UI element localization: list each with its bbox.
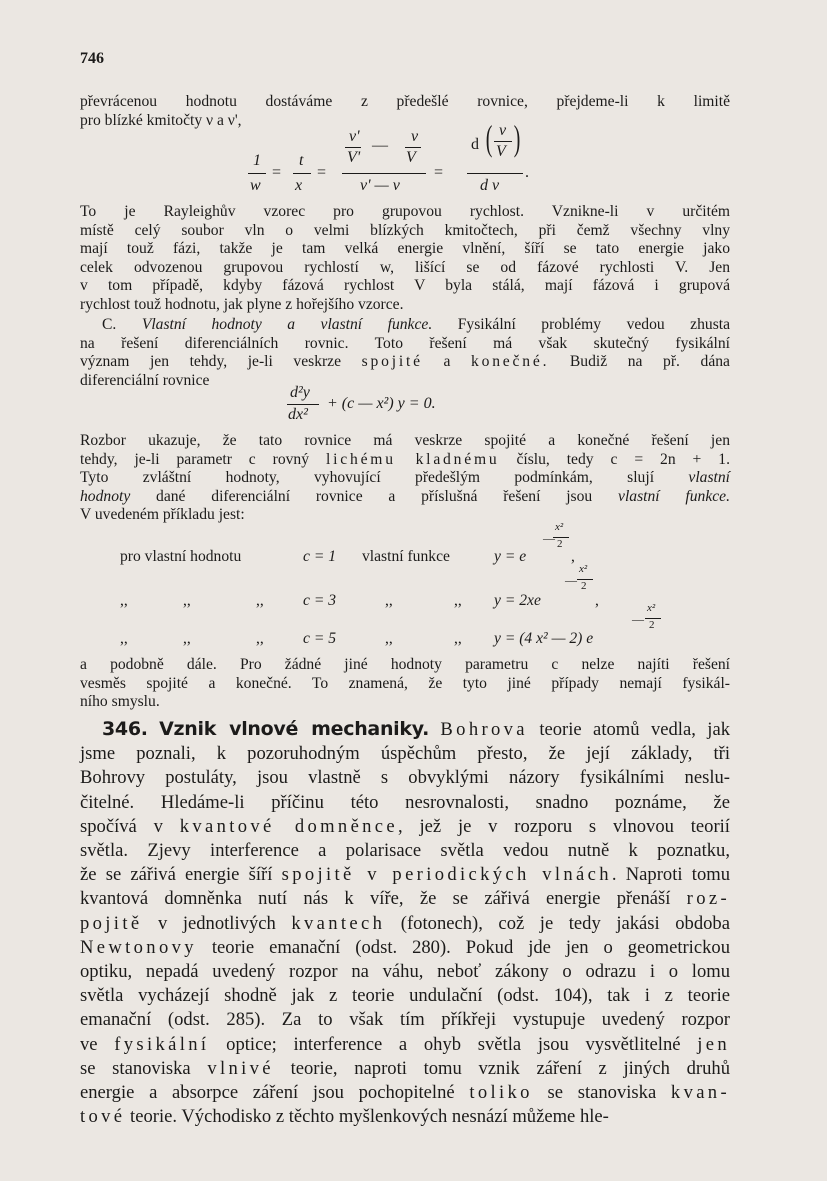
text-fragment: význam jen tehdy, je-li veskrze	[80, 353, 342, 371]
formula-denominator: w	[250, 177, 261, 194]
exponent-minus: —	[565, 573, 577, 587]
text-line: pro blízké kmitočty ν a ν',	[80, 111, 242, 129]
text-line: jsme poznali, k pozoruhodným úspěchům přesto, že její základy, tři	[80, 743, 730, 765]
text-fragment: a	[443, 353, 451, 371]
ditto-mark: ,,	[120, 630, 128, 647]
comma: ,	[571, 548, 575, 565]
eigen-label: pro vlastní hodnotu	[120, 548, 242, 565]
period: .	[525, 164, 529, 181]
text-line	[80, 1057, 730, 1081]
section-letter: C.	[102, 316, 117, 333]
formula-term: V	[496, 143, 506, 160]
spaced-word: spojité	[361, 353, 423, 371]
text-line: Rozbor ukazuje, že tato rovnice má veskrze spojité a konečné řešení jen	[80, 432, 730, 449]
exponent-minus: —	[543, 531, 555, 545]
formula-term: ν'	[349, 128, 360, 145]
text-line: mají touž fázi, takže je tam velká energie vlnění, šíří se tato energie jako	[80, 240, 730, 258]
exponent-numerator: x²	[579, 563, 588, 575]
text-line: světla vycházejí shodně jak z teorie undulační (odst. 104), tak i z teorie	[80, 985, 730, 1007]
text-line: ního smyslu.	[80, 693, 160, 711]
formula-numerator: t	[299, 152, 304, 169]
minus-sign: —	[372, 137, 388, 154]
section-title: Vznik vlnové mechaniky.	[159, 718, 429, 740]
text-line: optiku, nepadá uvedený rozpor na váhu, neboť zákony o odrazu i o lomu	[80, 961, 730, 983]
text-fragment: Fysikální problémy vedou zhusta	[457, 316, 731, 333]
spaced-word: vlnivé	[207, 1057, 274, 1079]
eigen-value: c = 5	[303, 630, 337, 647]
italic-word: vlastní funkce.	[618, 487, 730, 505]
text-fragment: optice; interference a ohyb světla jsou vysvětlitelné	[209, 1033, 698, 1055]
text-line: na řešení diferenciálních rovnic. Toto řešení má však skutečný fysikální	[80, 334, 730, 352]
eigen-value: c = 3	[303, 592, 337, 609]
text-fragment: teorie atomů vedla, jak	[527, 719, 730, 740]
text-fragment: v jednotlivých	[142, 912, 292, 934]
spaced-word: Bohrova	[440, 719, 528, 740]
spaced-word: roz-	[686, 888, 730, 910]
spaced-word: konečné.	[470, 353, 550, 371]
text-fragment: se stanoviska	[80, 1057, 208, 1079]
eigen-function: y = (4 x² — 2) e	[494, 630, 594, 647]
right-paren: )	[513, 118, 521, 158]
exponent-minus: —	[632, 612, 644, 626]
formula-term: ν	[411, 128, 419, 145]
exponent-denominator: 2	[581, 580, 587, 592]
differential-d: d	[471, 136, 479, 153]
text-line: To je Rayleighův vzorec pro grupovou rychlost. Vznikne-li v určitém	[80, 203, 730, 220]
text-fragment: ve	[80, 1033, 115, 1055]
spaced-word: kvantové domněnce	[179, 815, 399, 837]
text-line	[80, 1081, 730, 1105]
text-line	[80, 1105, 730, 1129]
text-fragment: (fotonech), což je tedy jakási obdoba	[385, 912, 730, 934]
formula-rest: + (c — x²) y = 0.	[327, 395, 436, 412]
text-fragment: spočívá v	[80, 815, 180, 837]
text-fragment: Budiž na př. dána	[569, 353, 730, 371]
exponent-denominator: 2	[649, 619, 655, 631]
equals-sign: =	[434, 164, 444, 181]
text-line: převrácenou hodnotu dostáváme z předešlé rovnice, přejdeme-li k limitě	[80, 93, 730, 110]
spaced-word: kvan-	[670, 1082, 730, 1104]
subsection-title: Vlastní hodnoty a vlastní funkce.	[141, 316, 433, 333]
text-line	[80, 936, 730, 960]
text-line: diferenciální rovnice	[80, 371, 210, 389]
text-fragment: Tyto zvláštní hodnoty, vyhovující předešlým podmínkám, slují	[80, 469, 655, 487]
exponent-numerator: x²	[555, 521, 564, 533]
section-number: 346.	[102, 718, 148, 740]
eigen-function: y = e	[494, 548, 527, 565]
text-line: vesměs spojité a konečné. To znamená, že tyto jiné případy nemají fysikál-	[80, 674, 730, 692]
text-line: v tom případě, kdyby fázová rychlost V byla stálá, mají fázová i grupová	[80, 277, 730, 295]
equals-sign: =	[317, 164, 327, 181]
left-paren: (	[485, 118, 493, 158]
spaced-word: pojitě	[80, 912, 143, 934]
comma: ,	[595, 592, 599, 609]
exponent-denominator: 2	[557, 538, 563, 550]
formula-denominator: ν' — ν	[360, 177, 400, 194]
text-fragment: se stanoviska	[532, 1082, 671, 1104]
text-fragment: číslu, tedy c = 2n + 1.	[516, 450, 730, 468]
text-fragment: . Naproti tomu	[611, 864, 730, 886]
page-number: 746	[80, 50, 104, 67]
spaced-word: tové	[80, 1106, 126, 1128]
text-fragment: teorie emanační (odst. 280). Pokud jde jen o geometrickou	[196, 936, 730, 958]
spaced-word: toliko	[469, 1082, 533, 1104]
spaced-word: fysikální	[114, 1033, 210, 1055]
formula-term: ν	[499, 122, 507, 139]
text-fragment: teorie. Východisko z těchto myšlenkových nesnází můžeme hle-	[125, 1106, 609, 1128]
ditto-mark: ,,	[385, 630, 393, 647]
text-fragment: dané diferenciální rovnice a příslušná řešení jsou	[156, 487, 593, 505]
eigen-label: vlastní funkce	[362, 548, 450, 565]
formula-numerator: d²y	[290, 384, 310, 401]
text-line: rychlost touž hodnotu, jak plyne z hořejšího vzorce.	[80, 295, 404, 313]
paragraph-conclusion	[80, 656, 730, 712]
text-line: emanační (odst. 285). Za to však tím příkřeji vystupuje uvedený rozpor	[80, 1009, 730, 1031]
text-fragment: že se zářivá energie šíří	[80, 864, 282, 886]
ditto-mark: ,,	[454, 630, 462, 647]
text-line	[80, 815, 730, 839]
equals-sign: =	[272, 164, 282, 181]
formula-denominator: x	[295, 177, 303, 194]
text-line: místě celý soubor vln o velmi blízkých kmitočtech, při čemž všechny vlny	[80, 221, 730, 239]
spaced-word: kvantech	[291, 912, 386, 934]
eigen-function: y = 2xe	[494, 592, 541, 609]
formula-denominator: dx²	[288, 406, 308, 423]
text-line	[80, 1033, 730, 1057]
formula-denominator: d ν	[480, 177, 500, 194]
text-line	[80, 863, 730, 887]
ditto-mark: ,,	[120, 592, 128, 609]
spaced-word: Newtonovy	[80, 936, 197, 958]
text-line: Bohrovy postuláty, jsou vlastně s obvyklými názory fysikálními neslu-	[80, 767, 730, 789]
text-line: čitelné. Hledáme-li příčinu této nesrovnalosti, snadno poznáme, že	[80, 791, 730, 813]
formula-term: V	[406, 149, 416, 166]
exponent-numerator: x²	[647, 602, 656, 614]
italic-word: hodnoty	[80, 487, 131, 505]
italic-word: vlastní	[688, 469, 730, 487]
text-fragment: , jež je v rozporu s vlnovou teorií	[398, 815, 730, 837]
text-fragment: teorie, naproti tomu vznik záření z jiných druhů	[273, 1057, 730, 1079]
text-line: V uvedeném příkladu jest:	[80, 506, 245, 524]
ditto-mark: ,,	[256, 592, 264, 609]
text-line	[80, 717, 730, 742]
text-fragment: kvantová domněnka nutí nás k víře, že se zářivá energie přenáší	[80, 888, 687, 910]
eigen-value: c = 1	[303, 548, 337, 565]
ditto-mark: ,,	[183, 630, 191, 647]
text-line: celek odvozenou grupovou rychlostí w, lišící se od fázové rychlosti V. Jen	[80, 258, 730, 276]
ditto-mark: ,,	[183, 592, 191, 609]
formula-numerator: 1	[253, 152, 261, 169]
spaced-word: lichému kladnému	[325, 450, 500, 468]
text-line: a podobně dále. Pro žádné jiné hodnoty parametru c nelze najíti řešení	[80, 656, 730, 673]
text-fragment: energie a absorpce záření jsou pochopitelné	[80, 1082, 470, 1104]
ditto-mark: ,,	[385, 592, 393, 609]
ditto-mark: ,,	[454, 592, 462, 609]
spaced-word: jen	[697, 1033, 730, 1055]
text-fragment: tehdy, je-li parametr c rovný	[80, 450, 310, 468]
spaced-word: spojitě v periodických vlnách	[281, 864, 612, 886]
section-346	[80, 717, 730, 1129]
ditto-mark: ,,	[256, 630, 264, 647]
text-line	[80, 887, 730, 911]
text-line: světla. Zjevy interference a polarisace světla vedou nutně k poznatku,	[80, 840, 730, 862]
formula-term: V'	[347, 149, 361, 166]
text-line	[80, 912, 730, 936]
